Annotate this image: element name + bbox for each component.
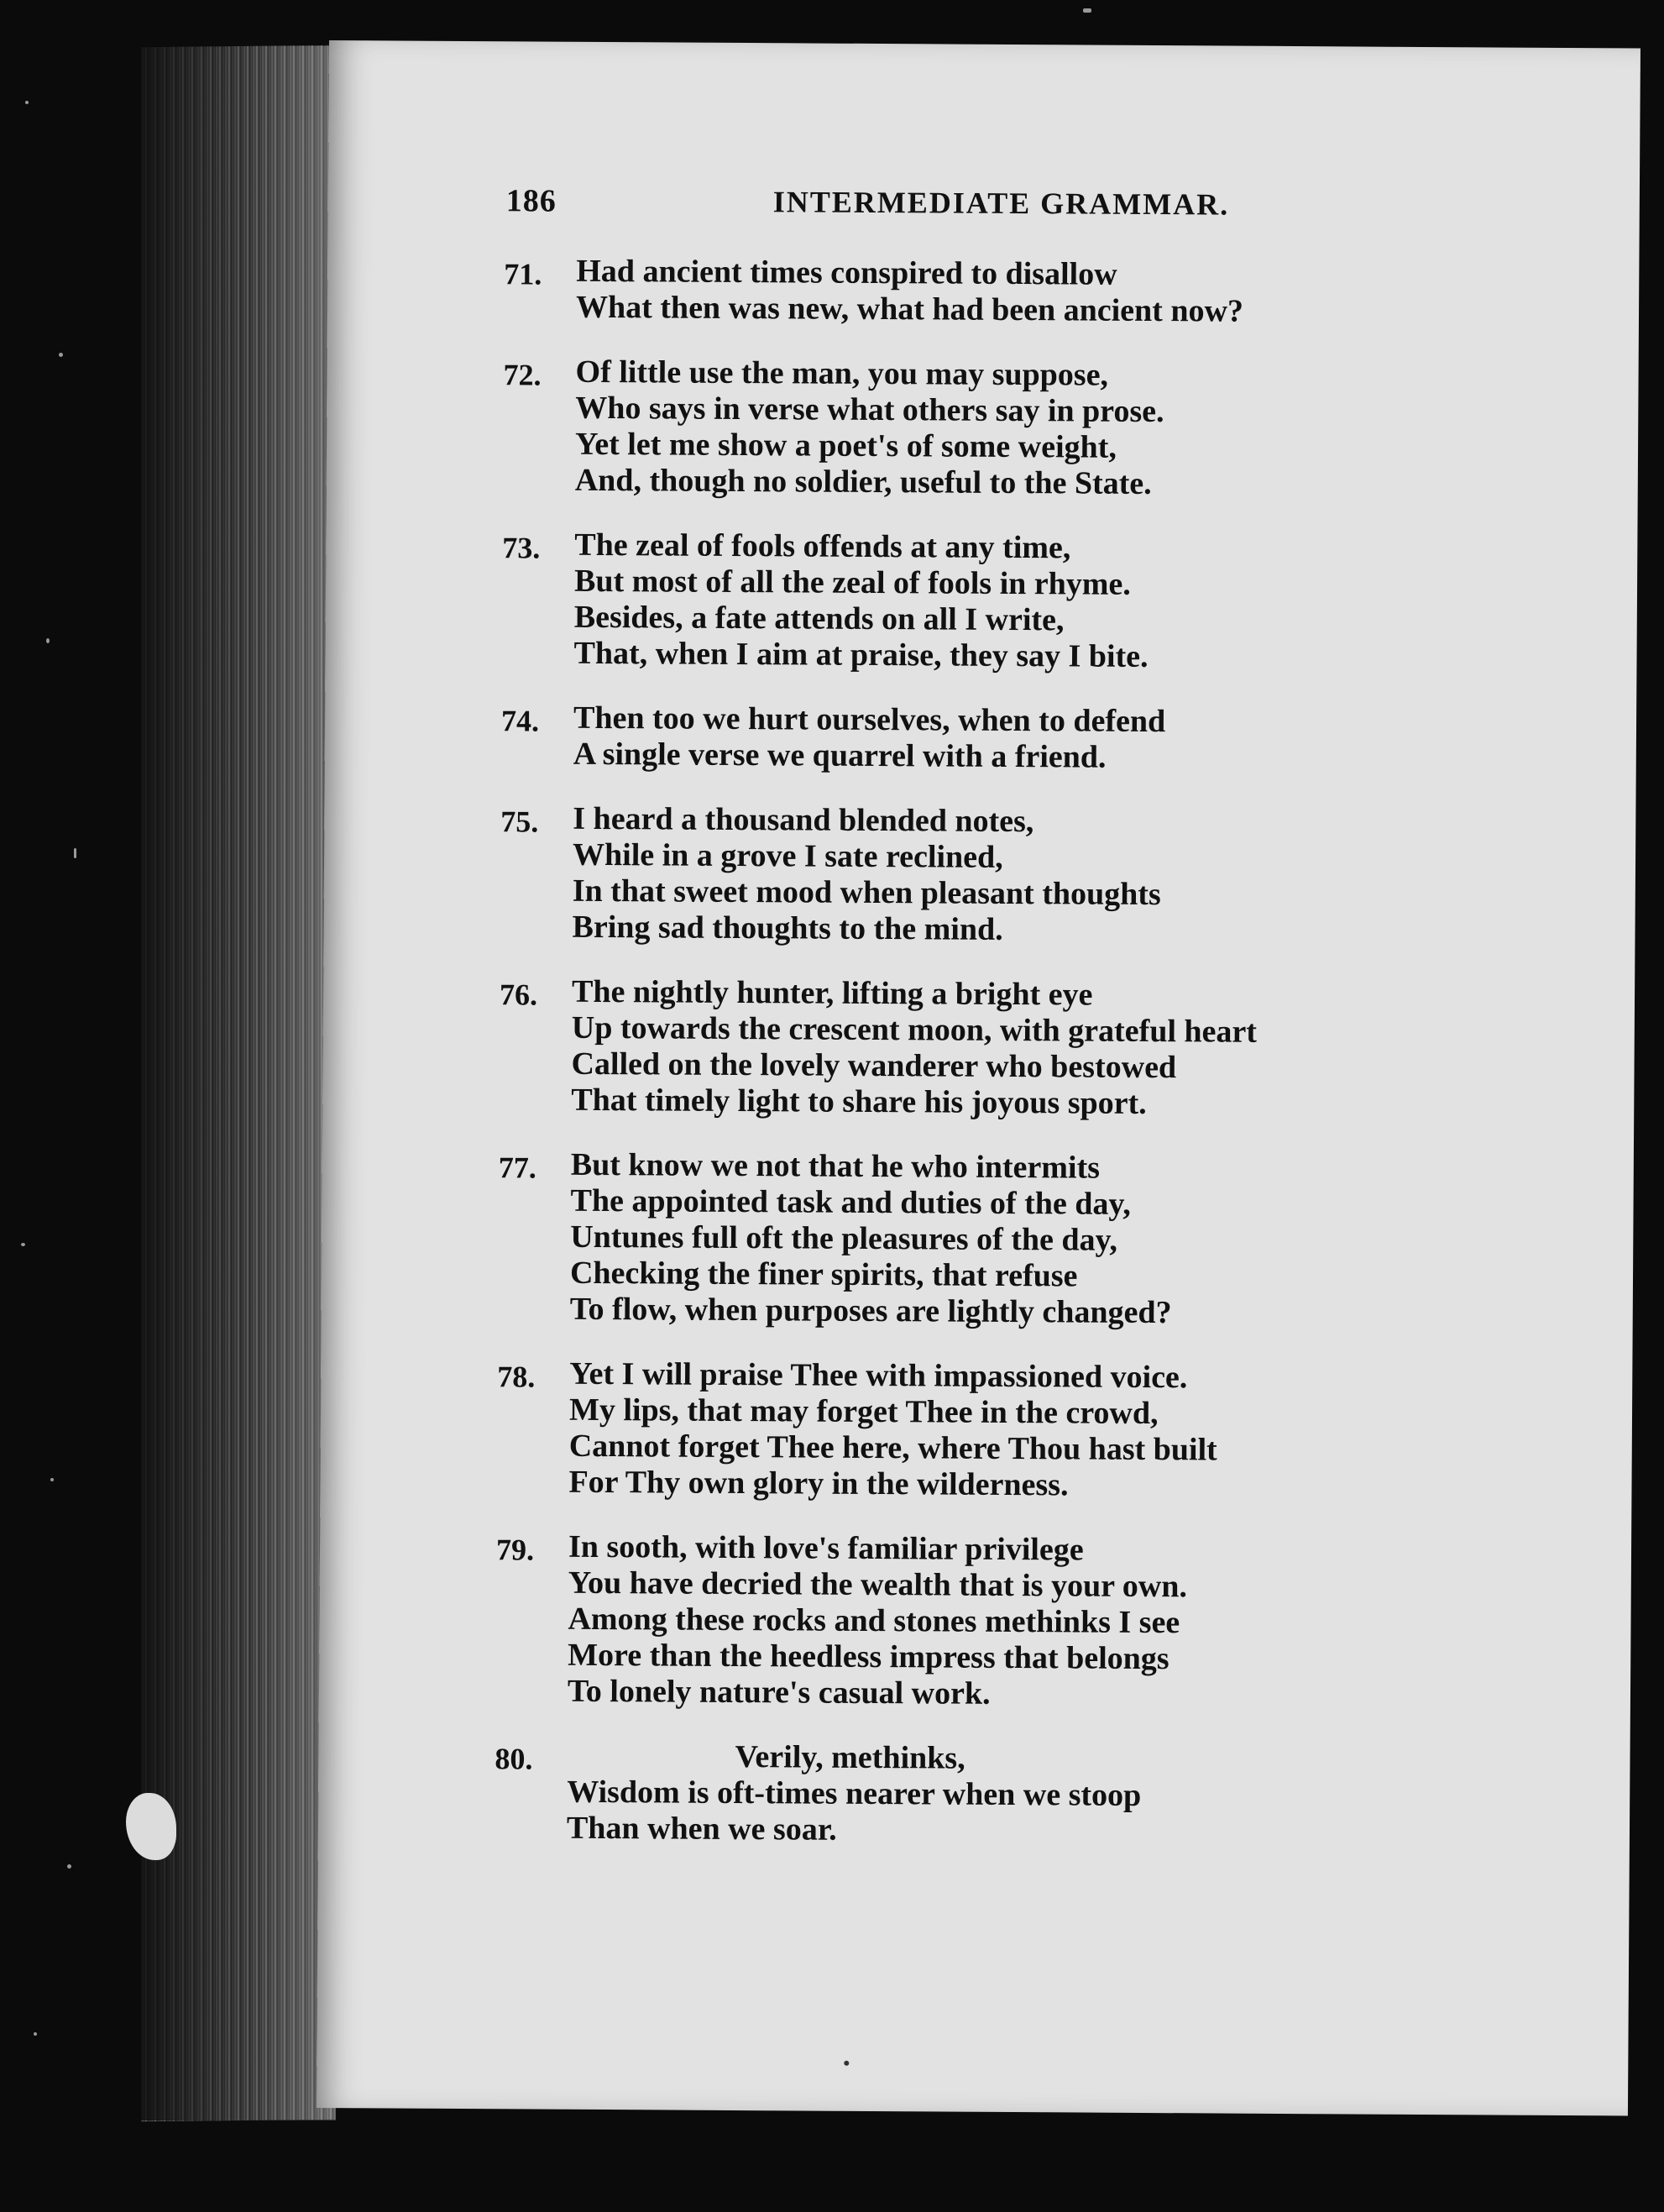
- example-lines: [573, 527, 1593, 678]
- verse-line: Up towards the crescent moon, with grateful heart: [571, 1009, 1258, 1050]
- verse-line: And, though no soldier, useful to the State.: [574, 462, 1152, 501]
- example-item: [494, 1738, 1587, 1853]
- scan-speck: [1083, 8, 1091, 13]
- verse-line: More than the heedless impress that belongs: [568, 1637, 1170, 1677]
- verse-line: Among these rocks and stones methinks I see: [568, 1601, 1180, 1641]
- scan-speck: [74, 848, 76, 858]
- example-lines: [572, 801, 1592, 951]
- example-number: 73.: [502, 531, 541, 565]
- paper-blotch: [126, 1793, 176, 1860]
- verse-line: That, when I aim at praise, they say I bite.: [573, 635, 1149, 674]
- example-lines: [570, 1147, 1590, 1334]
- page-heading: INTERMEDIATE GRAMMAR.: [772, 185, 1230, 222]
- running-head: [506, 182, 1262, 228]
- example-lines: [576, 254, 1596, 332]
- verse-line: A single verse we quarrel with a friend.: [573, 736, 1107, 775]
- example-lines: [567, 1738, 1587, 1853]
- scan-speck: [67, 1864, 71, 1869]
- example-number: 75.: [500, 805, 539, 839]
- scan-speck: [46, 638, 50, 643]
- verse-line: In sooth, with love's familiar privilege: [568, 1528, 1084, 1568]
- verse-line: In that sweet mood when pleasant thoughts: [572, 873, 1161, 913]
- verse-line: Untunes full oft the pleasures of the day,: [570, 1219, 1118, 1258]
- verse-line: Verily, methinks,: [735, 1738, 965, 1776]
- verse-line: But most of all the zeal of fools in rhyme.: [573, 563, 1132, 602]
- example-item: [501, 527, 1593, 678]
- verse-line: What then was new, what had been ancient now?: [575, 289, 1244, 329]
- verse-line: To lonely nature's casual work.: [567, 1673, 991, 1711]
- verse-line: Who says in verse what others say in prose.: [575, 390, 1164, 430]
- verse-line: Then too we hurt ourselves, when to defend: [573, 700, 1166, 740]
- example-item: [496, 1355, 1588, 1507]
- example-lines: [573, 700, 1593, 778]
- example-item: [501, 700, 1593, 778]
- verse-line: To flow, when purposes are lightly changed?: [569, 1291, 1172, 1331]
- verse-line: Cannot forget Thee here, where Thou hast built: [568, 1428, 1217, 1468]
- example-number: 76.: [499, 978, 538, 1012]
- verse-line: For Thy own glory in the wilderness.: [568, 1464, 1069, 1503]
- example-list: [494, 253, 1596, 1881]
- verse-line: That timely light to share his joyous sport.: [571, 1082, 1147, 1121]
- verse-line: But know we not that he who intermits: [570, 1146, 1101, 1186]
- example-item: [500, 800, 1592, 951]
- verse-line: Yet I will praise Thee with impassioned voice.: [569, 1355, 1188, 1396]
- page-number: 186: [505, 183, 557, 219]
- verse-line: The zeal of fools offends at any time,: [574, 527, 1071, 566]
- example-lines: [571, 974, 1591, 1124]
- example-lines: [575, 354, 1595, 505]
- scan-speck: [59, 353, 63, 357]
- verse-line: Than when we soar.: [566, 1810, 837, 1848]
- book-page: [317, 40, 1640, 2115]
- example-number: 72.: [503, 358, 542, 392]
- example-item: [503, 354, 1595, 505]
- verse-line: Of little use the man, you may suppose,: [575, 354, 1109, 393]
- example-item: [499, 973, 1591, 1124]
- verse-line: Checking the finer spirits, that refuse: [569, 1255, 1078, 1294]
- example-number: 79.: [495, 1533, 535, 1567]
- example-item: [495, 1528, 1588, 1716]
- example-number: 80.: [494, 1742, 533, 1776]
- verse-line: Besides, a fate attends on all I write,: [573, 599, 1065, 638]
- scan-speck: [21, 1243, 25, 1246]
- example-lines: [568, 1529, 1588, 1716]
- page-content: [317, 40, 1640, 2115]
- scan-speck: [34, 2032, 37, 2036]
- example-item: [498, 1146, 1590, 1334]
- example-number: 78.: [497, 1360, 536, 1394]
- verse-line: While in a grove I sate reclined,: [572, 836, 1003, 875]
- verse-line: My lips, that may forget Thee in the crowd,: [568, 1392, 1159, 1432]
- example-lines: [568, 1356, 1588, 1507]
- example-number: 71.: [504, 257, 542, 291]
- verse-line: I heard a thousand blended notes,: [573, 800, 1034, 840]
- example-item: [504, 253, 1596, 332]
- verse-line: Yet let me show a poet's of some weight,: [574, 426, 1117, 465]
- verse-line: Called on the lovely wanderer who bestowed: [571, 1046, 1177, 1086]
- scan-speck: [50, 1478, 54, 1481]
- verse-line: Bring sad thoughts to the mind.: [572, 909, 1003, 947]
- verse-line: The appointed task and duties of the day,: [570, 1182, 1131, 1222]
- example-number: 74.: [500, 704, 540, 738]
- print-dot: [844, 2061, 849, 2066]
- verse-line: You have decried the wealth that is your own.: [568, 1565, 1188, 1605]
- verse-line: Had ancient times conspired to disallow: [576, 253, 1117, 292]
- verse-line: Wisdom is oft-times nearer when we stoop: [567, 1774, 1142, 1813]
- verse-line: The nightly hunter, lifting a bright eye: [571, 973, 1093, 1013]
- scan-speck: [25, 101, 29, 104]
- example-number: 77.: [498, 1151, 536, 1185]
